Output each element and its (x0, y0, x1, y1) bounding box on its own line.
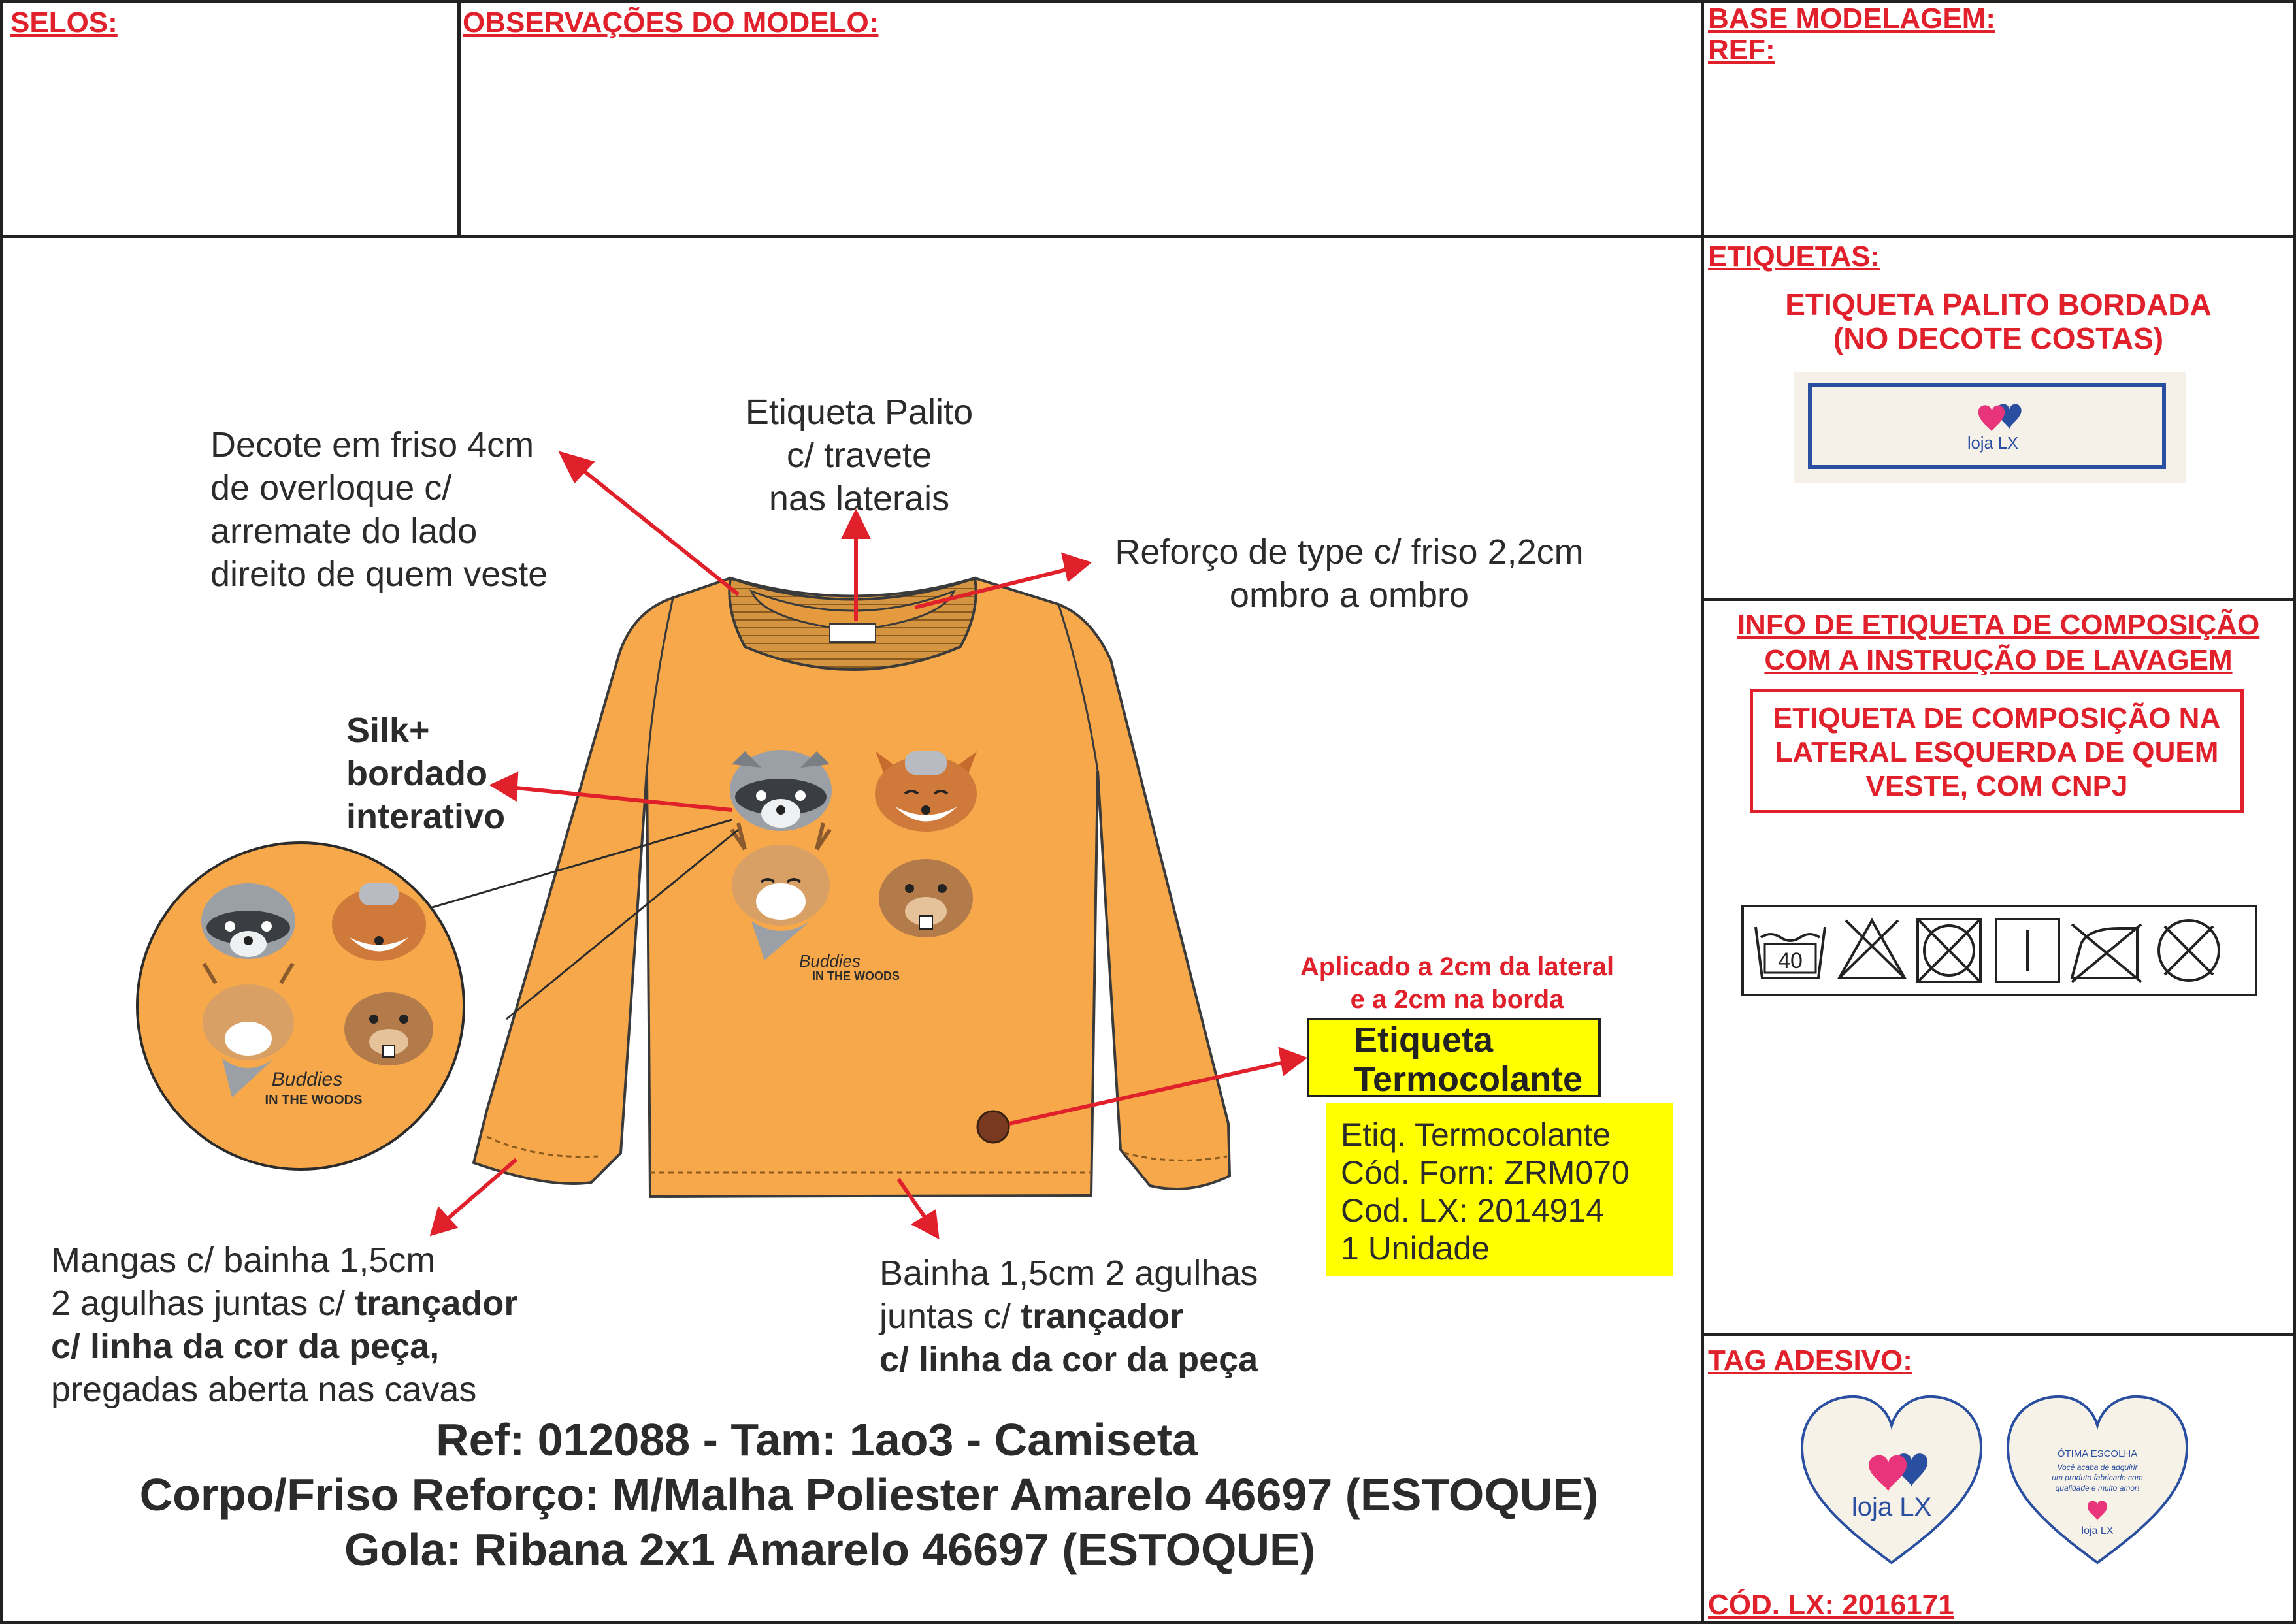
logo-text: loja LX (1967, 434, 2018, 453)
print-text-line2: IN THE WOODS (812, 969, 900, 983)
footer-gola-line: Gola: Ribana 2x1 Amarelo 46697 (ESTOQUE) (344, 1524, 1316, 1575)
note-decote-line4: direito de quem veste (210, 555, 548, 594)
note-decote-line1: Decote em friso 4cm (210, 425, 534, 464)
note-aplicado-line2: e a 2cm na borda (1350, 985, 1564, 1014)
print-text-line1: Buddies (799, 951, 861, 971)
outer-right-border (2293, 0, 2296, 1624)
footer-ref-line: Ref: 012088 - Tam: 1ao3 - Camiseta (436, 1414, 1198, 1465)
arrow-decote-head (562, 454, 591, 480)
tag-back-logo-text: loja LX (2081, 1525, 2114, 1536)
palito-title-line2: (NO DECOTE COSTAS) (1833, 321, 2164, 355)
note-mangas-line1: Mangas c/ bainha 1,5cm (51, 1241, 436, 1280)
note-silk-line3: interativo (346, 797, 506, 836)
tag-front-logo-text: loja LX (1851, 1493, 1932, 1521)
note-mangas-line3: c/ linha da cor da peça, (51, 1327, 440, 1366)
composicao-line1: ETIQUETA DE COMPOSIÇÃO NA (1773, 702, 2221, 734)
loja-lx-logo (1944, 391, 2042, 463)
note-reforco-line2: ombro a ombro (1229, 576, 1469, 615)
right-panel-divider (1701, 0, 1704, 1624)
palito-title-line1: ETIQUETA PALITO BORDADA (1785, 287, 2212, 321)
tag-back-line4: qualidade e muito amor! (2055, 1484, 2140, 1493)
zoom-beaver-icon (344, 992, 433, 1065)
tag-back-line3: um produto fabricado com (2052, 1473, 2143, 1482)
tag-heart-back (2003, 1391, 2192, 1568)
print-fox-icon (875, 751, 977, 832)
tag-divider (1701, 1333, 2296, 1336)
note-bainha-line2a: juntas c/ (879, 1297, 1021, 1336)
shirt-termocolante-patch (977, 1111, 1009, 1143)
footer-corpo-line: Corpo/Friso Reforço: M/Malha Poliester Amarelo 46697 (ESTOQUE) (139, 1469, 1599, 1520)
etiq-info-line2: Cód. Forn: ZRM070 (1341, 1154, 1630, 1191)
wash-symbols (1741, 905, 2257, 996)
print-raccoon-icon (730, 750, 832, 831)
note-bainha-line2 (879, 1295, 1258, 1338)
shirt-body (474, 578, 1230, 1197)
note-palito-line3: nas laterais (768, 479, 950, 518)
note-mangas-line2b: trançador (355, 1284, 518, 1323)
etiquetas-divider (1701, 598, 2296, 601)
note-palito (706, 391, 1013, 520)
etiquetas-label: ETIQUETAS: (1708, 240, 1880, 272)
note-decote-line3: arremate do lado (210, 512, 478, 551)
etiq-info-line1: Etiq. Termocolante (1341, 1116, 1611, 1153)
note-aplicado-line1: Aplicado a 2cm da lateral (1300, 952, 1615, 981)
termocolante-line2: Termocolante (1354, 1060, 1583, 1097)
note-mangas-line2a: 2 agulhas juntas c/ (51, 1284, 355, 1323)
composicao-line2: LATERAL ESQUERDA DE QUEM (1775, 736, 2219, 768)
note-bainha (879, 1252, 1258, 1381)
note-reforco-line1: Reforço de type c/ friso 2,2cm (1115, 532, 1584, 572)
arrow-mangas (444, 1160, 516, 1222)
no-dry-clean-icon (2159, 920, 2219, 981)
arrow-reforco-head (1064, 555, 1088, 579)
note-aplicado (1261, 950, 1653, 1016)
tag-adesivo-label: TAG ADESIVO: (1708, 1344, 1912, 1376)
print-beaver-icon (879, 859, 973, 937)
info-title-line1: INFO DE ETIQUETA DE COMPOSIÇÃO (1737, 609, 2260, 641)
note-palito-line2: c/ travete (786, 436, 932, 475)
info-composicao-title (1703, 608, 2294, 678)
note-decote-line2: de overloque c/ (210, 468, 452, 508)
note-bainha-line1: Bainha 1,5cm 2 agulhas (879, 1254, 1258, 1293)
tag-back-line2: Você acaba de adquirir (2057, 1463, 2138, 1472)
zoom-text-line2: IN THE WOODS (265, 1093, 363, 1107)
note-silk-line2: bordado (346, 754, 487, 793)
zoom-text-line1: Buddies (271, 1069, 343, 1090)
palito-label-preview (1794, 372, 2186, 483)
note-bainha-line2b: trançador (1021, 1297, 1184, 1336)
note-mangas (51, 1239, 517, 1411)
arrow-termocolante-head (1281, 1050, 1304, 1073)
composicao-box (1750, 689, 2244, 813)
palito-title (1703, 287, 2294, 355)
info-title-line2: COM A INSTRUÇÃO DE LAVAGEM (1764, 644, 2233, 676)
arrow-bainha-head (915, 1212, 937, 1236)
note-mangas-line2 (51, 1282, 517, 1325)
line-dry-icon (1996, 919, 2059, 982)
note-palito-line1: Etiqueta Palito (745, 393, 974, 432)
note-reforco (1088, 530, 1611, 617)
zoom-raccoon-icon (201, 883, 295, 959)
note-decote (210, 423, 548, 596)
note-silk-line1: Silk+ (346, 711, 430, 750)
base-modelagem-label: BASE MODELAGEM: (1708, 3, 1995, 35)
cod-lx-label: CÓD. LX: 2016171 (1708, 1589, 1954, 1621)
etiq-info-line4: 1 Unidade (1341, 1230, 1490, 1267)
ref-label: REF: (1708, 34, 1775, 66)
no-iron-icon (2072, 924, 2141, 982)
tag-heart-front (1797, 1391, 1986, 1568)
composicao-line3: VESTE, COM CNPJ (1865, 770, 2128, 802)
observacoes-label: OBSERVAÇÕES DO MODELO: (463, 7, 879, 39)
wash-40-icon (1756, 927, 1825, 978)
note-silk (346, 709, 505, 838)
shirt-palito-label (830, 624, 876, 642)
selos-label: SELOS: (10, 7, 118, 39)
termocolante-line1: Etiqueta (1354, 1020, 1494, 1060)
no-tumble-dry-icon (1918, 919, 1980, 982)
note-mangas-line4: pregadas aberta nas cavas (51, 1370, 477, 1409)
logo-heart-pink-icon (1978, 405, 2005, 432)
etiq-info-line3: Cod. LX: 2014914 (1341, 1192, 1605, 1229)
no-bleach-icon (1839, 920, 1905, 978)
wash-temp-text: 40 (1778, 949, 1803, 973)
etiq-info-box (1326, 1103, 1673, 1276)
note-bainha-line3: c/ linha da cor da peça (879, 1340, 1258, 1379)
termocolante-box (1307, 1018, 1601, 1097)
tag-back-line1: ÓTIMA ESCOLHA (2057, 1448, 2138, 1459)
